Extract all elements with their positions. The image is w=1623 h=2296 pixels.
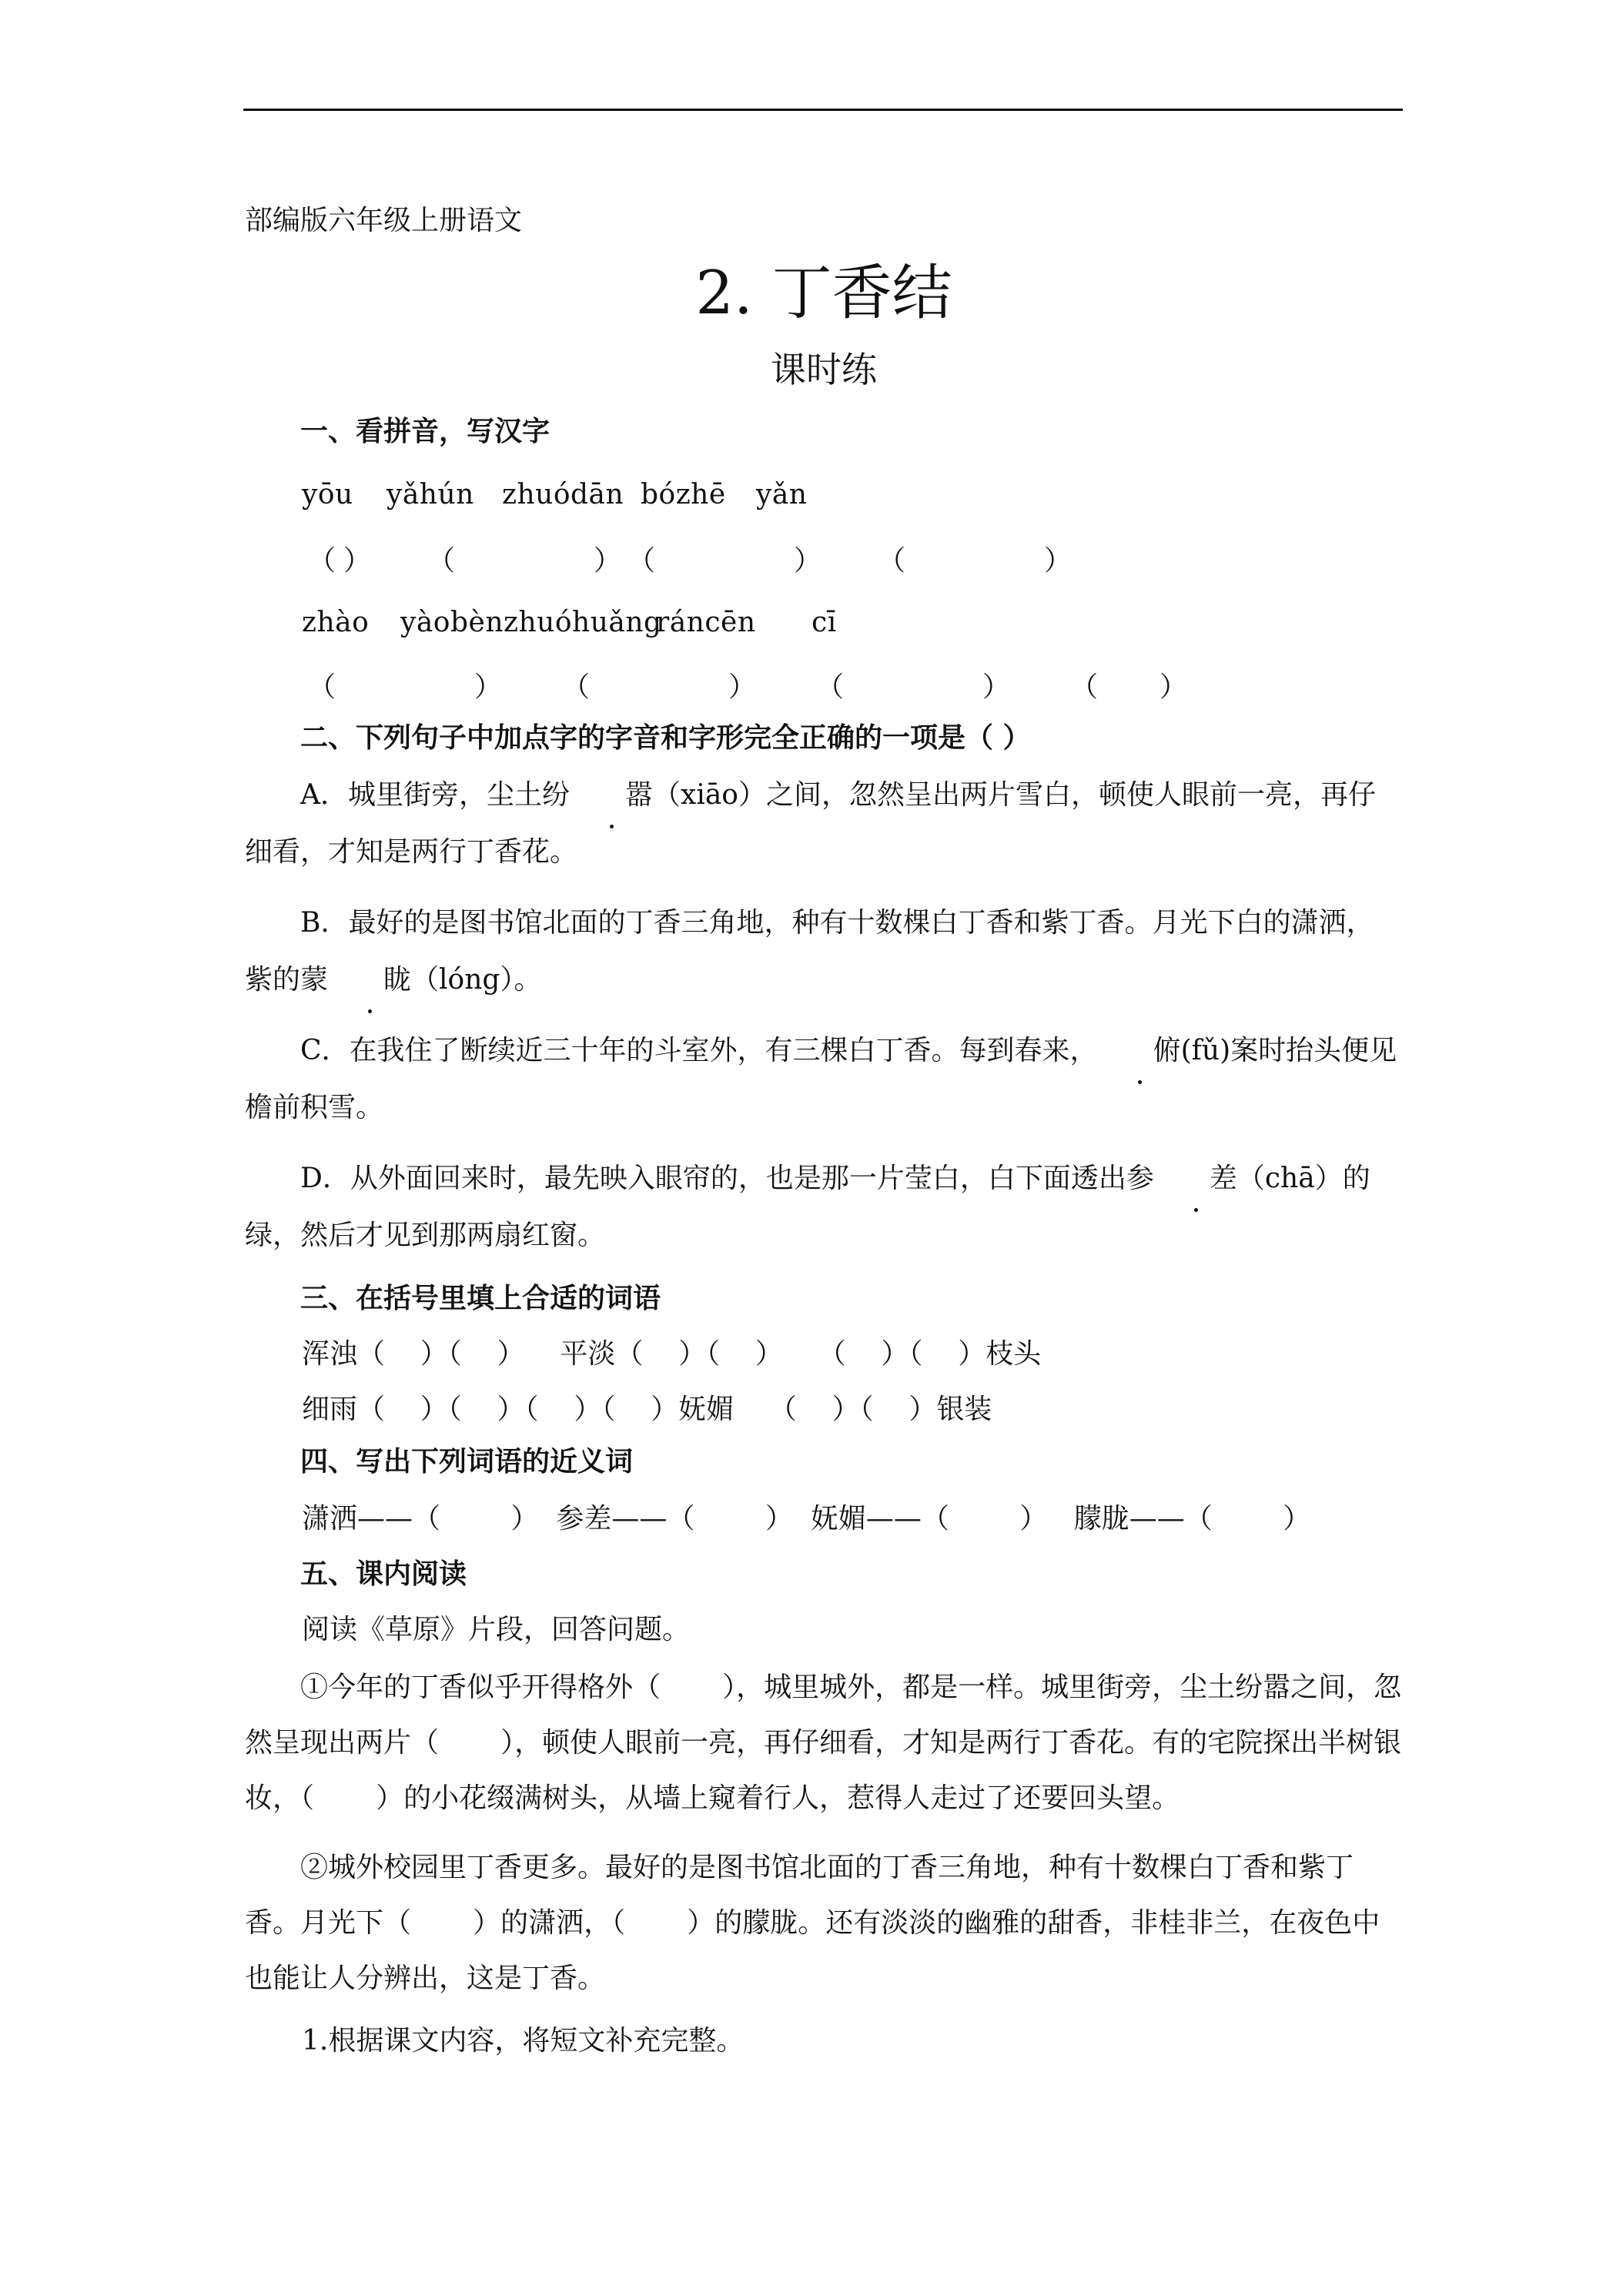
answer-paren-2[interactable]: （ ） [427,545,622,577]
option-a[interactable]: A．城里街旁，尘土纷 嚣（xiāo）之间，忽然呈出两片雪白，顿使人眼前一亮，再仔细看，才知是两行丁香花。 [245,767,1400,881]
pinyin-7: yàobènzhuóhuǎng [400,607,662,638]
answer-paren-5[interactable]: （ ） [308,671,503,703]
option-c[interactable]: C．在我住了断续近三十年的斗室外，有三棵白丁香。每到春来， 俯(fǔ)案时抬头便见檐前积雪。 [245,1022,1400,1136]
pinyin-4: bózhē [641,479,726,510]
answer-paren-3[interactable]: （ ） [627,545,822,577]
answer-paren-6[interactable]: （ ） [562,671,757,703]
pinyin-6: zhào [302,607,370,638]
fill-line-1[interactable]: 浑浊（ ）（ ） 平淡（ ）（ ） （ ）（ ）枝头 [302,1338,1042,1370]
question-1: 1.根据课文内容，将短文补充完整。 [302,2025,745,2057]
section4-heading: 四、写出下列词语的近义词 [300,1446,634,1478]
pinyin-8: ráncēn [656,607,756,638]
reading-paragraph-2: ②城外校园里丁香更多。最好的是图书馆北面的丁香三角地，种有十数棵白丁香和紫丁香。月光下（ ）的潇洒，（ ）的朦胧。还有淡淡的幽雅的甜香，非桂非兰，在夜色中也能让人分辨出，这是丁香。 [245,1852,1380,1994]
option-b[interactable]: B．最好的是图书馆北面的丁香三角地，种有十数棵白丁香和紫丁香。月光下白的潇洒，紫的蒙 眬（lóng）。 [245,895,1400,1009]
pinyin-9: cī [812,607,837,638]
section3-heading: 三、在括号里填上合适的词语 [300,1283,661,1314]
pinyin-5: yǎn [756,479,808,510]
header-rule [243,109,1403,111]
answer-paren-4[interactable]: （ ） [878,545,1073,577]
synonym-line[interactable]: 潇洒——（ ） 参差——（ ） 妩媚——（ ） 朦胧——（ ） [302,1503,1311,1535]
option-d[interactable]: D．从外面回来时，最先映入眼帘的，也是那一片莹白，白下面透出参 差（chā）的绿，然后才见到那两扇红窗。 [245,1150,1400,1264]
section2-heading: 二、下列句子中加点字的字音和字形完全正确的一项是（ ） [300,722,1031,754]
reading-paragraph-1: ①今年的丁香似乎开得格外（ ），城里城外，都是一样。城里街旁，尘土纷嚣之间，忽然呈现出两片（ ），顿使人眼前一亮，再仔细看，才知是两行丁香花。有的宅院探出半树银妆，（ ）的小花缀满树头，从墙上窥着行人，惹得人走过了还要回头望。 [245,1672,1402,1814]
section1-heading: 一、看拼音，写汉字 [300,416,550,447]
section5-heading: 五、课内阅读 [300,1558,467,1590]
lesson-title: 2. 丁香结 [695,259,952,328]
pinyin-3: zhuódān [502,479,624,510]
reading-intro: 阅读《草原》片段，回答问题。 [302,1614,691,1645]
answer-paren-7[interactable]: （ ） [816,671,1011,703]
fill-line-2[interactable]: 细雨（ ）（ ）（ ）（ ）妩媚 （ ）（ ）银装 [302,1394,992,1425]
pinyin-1: yōu [302,479,353,510]
pinyin-2: yǎhún [387,479,474,510]
answer-paren-8[interactable]: （ ） [1070,671,1188,703]
textbook-label: 部编版六年级上册语文 [245,205,523,236]
answer-paren-1[interactable]: （ ） [308,545,372,577]
worksheet-subtitle: 课时练 [771,349,877,390]
